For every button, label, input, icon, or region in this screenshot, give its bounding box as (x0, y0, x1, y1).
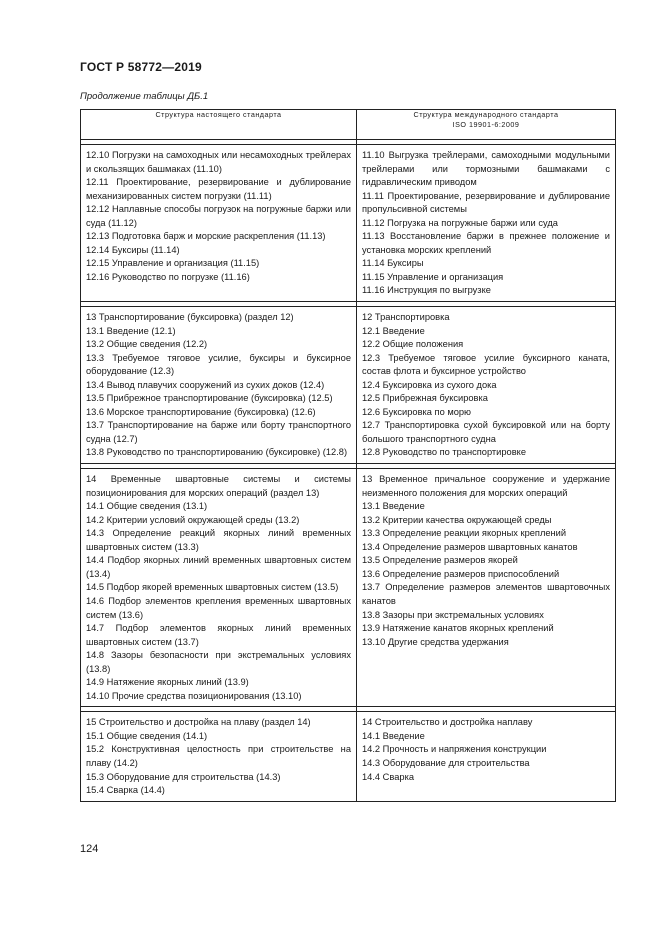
clause-entry: 13.4 Определение размеров швартовных канатов (362, 541, 578, 552)
clause-entry: 12.1 Введение (362, 325, 425, 336)
clause-entry: 11.11 Проектирование, резервирование и дублирование пропульсивной системы (362, 190, 610, 215)
clause-entry: 14.9 Натяжение якорных линий (13.9) (86, 677, 249, 688)
clause-entry: 12 Транспортировка (362, 312, 450, 323)
clause-entry: 15.2 Конструктивная целостность при строительстве на плаву (14.2) (86, 744, 351, 768)
clause-entry: 14.8 Зазоры безопасности при экстремальных условиях (13.8) (86, 650, 351, 674)
document-title: ГОСТ Р 58772—2019 (80, 60, 202, 74)
page-number: 124 (80, 843, 99, 855)
clause-entry: 15 Строительство и достройка на плаву (раздел 14) (86, 717, 311, 728)
structure-comparison-table (80, 109, 616, 802)
clause-entry: 12.11 Проектирование, резервирование и дублирование механизированных систем погрузки (11.11) (86, 177, 351, 201)
clause-entry: 13.10 Другие средства удержания (362, 636, 509, 647)
clause-entry: 13.6 Морское транспортирование (буксировка) (12.6) (86, 406, 316, 417)
clause-entry: 12.16 Руководство по погрузке (11.16) (86, 271, 250, 282)
clause-entry: 12.15 Управление и организация (11.15) (86, 258, 260, 269)
clause-entry: 12.3 Требуемое тяговое усилие буксирного каната, состав флота и буксирное устройство (362, 352, 610, 377)
clause-entry: 15.1 Общие сведения (14.1) (86, 730, 208, 741)
clause-entry: 13.7 Транспортирование на барже или борту транспортного судна (12.7) (86, 420, 351, 444)
clause-entry: 12.10 Погрузки на самоходных или несамоходных трейлерах и скользящих башмаках (11.10) (86, 150, 351, 174)
international-standard-cell (357, 712, 616, 801)
clause-entry: 14.1 Общие сведения (13.1) (86, 501, 208, 512)
clause-entry: 13.1 Введение (362, 501, 425, 512)
clause-entry: 11.13 Восстановление баржи в прежнее положение и установка морских креплений (362, 231, 610, 255)
clause-entry: 14 Строительство и достройка наплаву (362, 717, 533, 728)
clause-entry: 12.14 Буксиры (11.14) (86, 244, 180, 255)
clause-entry: 13.5 Определение размеров якорей (362, 555, 518, 566)
clause-entry: 13.6 Определение размеров приспособлений (362, 568, 560, 579)
clause-entry: 13.9 Натяжение канатов якорных креплений (362, 623, 554, 634)
current-standard-cell (81, 145, 357, 302)
clause-entry: 14 Временные швартовные системы и системы позиционирования для морских операций (раздел 13) (86, 474, 351, 498)
table-caption: Продолжение таблицы ДБ.1 (80, 91, 209, 102)
clause-entry: 13.2 Критерии качества окружающей среды (362, 514, 552, 525)
table-row (81, 145, 616, 302)
clause-entry: 13.3 Требуемое тяговое усилие, буксиры и буксирное оборудование (12.3) (86, 352, 351, 377)
clause-entry: 11.12 Погрузка на погружные баржи или суда (362, 217, 558, 228)
clause-entry: 14.4 Сварка (362, 771, 415, 782)
clause-entry: 13.1 Введение (12.1) (86, 325, 176, 336)
international-standard-cell (357, 145, 616, 302)
clause-entry: 14.1 Введение (362, 730, 425, 741)
clause-entry: 12.4 Буксировка из сухого дока (362, 379, 497, 390)
clause-entry: 13.5 Прибрежное транспортирование (буксировка) (12.5) (86, 393, 333, 404)
table-row (81, 307, 616, 464)
header-international-standard (357, 110, 616, 140)
table-header-row (81, 110, 616, 140)
clause-entry: 13.3 Определение реакции якорных креплений (362, 528, 567, 539)
header-right-label-line1: Структура международного стандарта (413, 110, 559, 119)
table-row (81, 469, 616, 707)
clause-entry: 14.7 Подбор элементов якорных линий временных швартовных систем (13.7) (86, 623, 351, 647)
clause-entry: 12.7 Транспортировка сухой буксировкой или на борту большого транспортного судна (362, 420, 610, 444)
current-standard-cell (81, 712, 357, 801)
clause-entry: 14.4 Подбор якорных линий временных швартовных систем (13.4) (86, 555, 351, 579)
clause-entry: 13 Временное причальное сооружение и удержание неизменного положения для морских операций (362, 474, 610, 498)
clause-entry: 14.10 Прочие средства позиционирования (13.10) (86, 690, 302, 701)
clause-entry: 13.2 Общие сведения (12.2) (86, 339, 208, 350)
clause-entry: 14.2 Прочность и напряжения конструкции (362, 744, 547, 755)
header-right-label-line2: ISO 19901-6:2009 (452, 120, 520, 129)
clause-entry: 12.5 Прибрежная буксировка (362, 393, 488, 404)
clause-entry: 13.4 Вывод плавучих сооружений из сухих доков (12.4) (86, 379, 325, 390)
clause-entry: 11.15 Управление и организация (362, 271, 504, 282)
clause-entry: 12.6 Буксировка по морю (362, 406, 472, 417)
clause-entry: 14.5 Подбор якорей временных швартовных систем (13.5) (86, 582, 339, 593)
table-body (81, 140, 616, 802)
clause-entry: 12.12 Наплавные способы погрузок на погружные баржи или суда (11.12) (86, 204, 351, 228)
clause-entry: 12.2 Общие положения (362, 339, 464, 350)
clause-entry: 11.16 Инструкция по выгрузке (362, 285, 491, 296)
clause-entry: 13.8 Зазоры при экстремальных условиях (362, 609, 544, 620)
header-left-label: Структура настоящего стандарта (155, 110, 282, 119)
current-standard-cell (81, 469, 357, 707)
header-current-standard (81, 110, 357, 140)
clause-entry: 11.14 Буксиры (362, 258, 424, 269)
international-standard-cell (357, 307, 616, 464)
clause-entry: 15.3 Оборудование для строительства (14.3) (86, 771, 281, 782)
clause-entry: 15.4 Сварка (14.4) (86, 785, 165, 796)
clause-entry: 14.6 Подбор элементов крепления временных швартовных систем (13.6) (86, 595, 351, 620)
clause-entry: 13 Транспортирование (буксировка) (раздел 12) (86, 312, 294, 323)
current-standard-cell (81, 307, 357, 464)
table-row (81, 712, 616, 801)
clause-entry: 12.13 Подготовка барж и морские раскрепления (11.13) (86, 231, 326, 242)
clause-entry: 14.2 Критерии условий окружающей среды (13.2) (86, 514, 300, 525)
clause-entry: 11.10 Выгрузка трейлерами, самоходными модульными трейлерами или тормозными башмаками с гидравлическим приводом (362, 150, 610, 188)
clause-entry: 12.8 Руководство по транспортировке (362, 447, 527, 458)
clause-entry: 14.3 Определение реакций якорных линий временных швартовных систем (13.3) (86, 528, 351, 552)
clause-entry: 13.8 Руководство по транспортированию (буксировке) (12.8) (86, 447, 348, 458)
clause-entry: 14.3 Оборудование для строительства (362, 757, 530, 768)
international-standard-cell (357, 469, 616, 707)
clause-entry: 13.7 Определение размеров элементов швартовочных канатов (362, 582, 610, 606)
